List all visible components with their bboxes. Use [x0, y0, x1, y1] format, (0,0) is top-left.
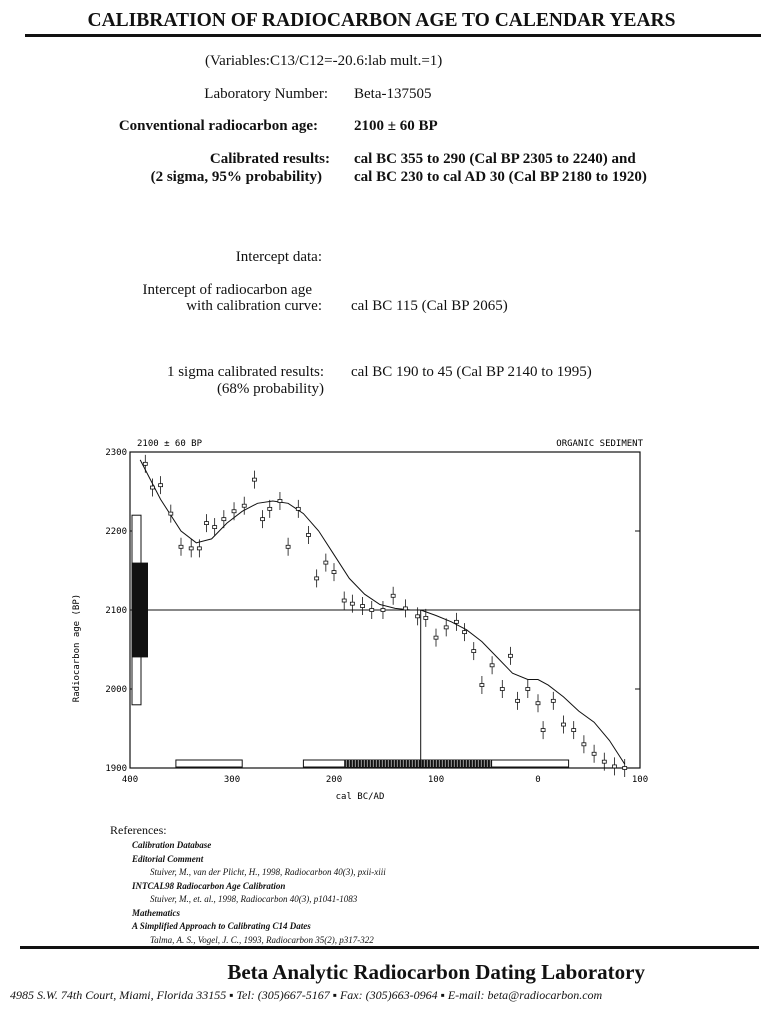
- plot-area: [105, 448, 648, 785]
- y-tick-label: 2100: [105, 606, 127, 616]
- data-point: [602, 760, 606, 763]
- data-point: [582, 743, 586, 746]
- data-point: [232, 510, 236, 513]
- lab-number-value: Beta-137505: [354, 86, 432, 102]
- x-tick-label: 200: [325, 775, 343, 785]
- conv-age-label: Conventional radiocarbon age:: [118, 118, 318, 134]
- data-point: [490, 664, 494, 667]
- data-point: [572, 729, 576, 732]
- y-axis-label: Radiocarbon age (BP): [72, 593, 82, 703]
- data-point: [508, 654, 512, 657]
- calibration-chart-svg: [70, 434, 660, 806]
- data-point: [179, 545, 183, 548]
- data-point: [516, 699, 520, 702]
- lab-name: Beta Analytic Radiocarbon Dating Laboratory: [227, 960, 645, 984]
- data-point: [361, 605, 365, 608]
- calibrated-value-1: cal BC 355 to 290 (Cal BP 2305 to 2240) and: [354, 151, 636, 167]
- references-list: [110, 838, 510, 948]
- data-point: [205, 522, 209, 525]
- data-point: [268, 507, 272, 510]
- data-point: [324, 561, 328, 564]
- reference-heading: INTCAL98 Radiocarbon Age Calibration: [132, 880, 286, 891]
- y-tick-label: 2000: [105, 685, 127, 695]
- data-point: [370, 609, 374, 612]
- calibrated-label-1: Calibrated results:: [209, 151, 330, 167]
- calibration-curve: [140, 460, 625, 764]
- intercept-label-2: with calibration curve:: [186, 298, 322, 314]
- data-point: [454, 620, 458, 623]
- sigma1-label-1: 1 sigma calibrated results:: [166, 364, 324, 380]
- data-point: [592, 752, 596, 755]
- data-point: [350, 602, 354, 605]
- x-tick-label: 100: [427, 775, 445, 785]
- data-point: [623, 767, 627, 770]
- data-point: [213, 526, 217, 529]
- x-tick-label: 100: [631, 775, 649, 785]
- data-point: [342, 599, 346, 602]
- bottom-rule: [20, 946, 759, 949]
- data-point: [391, 594, 395, 597]
- intercept-value: cal BC 115 (Cal BP 2065): [351, 298, 508, 314]
- data-point: [315, 577, 319, 580]
- x-tick-label: 400: [121, 775, 139, 785]
- reference-citation: Stuiver, M., et. al., 1998, Radiocarbon 40(3), p1041-1083: [150, 894, 358, 904]
- reference-heading: Editorial Comment: [132, 853, 204, 864]
- reference-citation: Talma, A. S., Vogel, J. C., 1993, Radiocarbon 35(2), p317-322: [150, 934, 374, 945]
- lab-address: 4985 S.W. 74th Court, Miami, Florida 33155 ▪ Tel: (305)667-5167 ▪ Fax: (305)663-0964 ▪ E-mail: beta@radiocarbon.com: [10, 988, 603, 1002]
- reference-heading: Mathematics: [132, 907, 181, 918]
- x-tick-label: 0: [535, 775, 541, 785]
- y-tick-label: 2300: [105, 448, 127, 458]
- chart-title-right: ORGANIC SEDIMENT: [556, 439, 643, 449]
- calibration-chart: [70, 434, 660, 811]
- data-point: [480, 684, 484, 687]
- data-point: [278, 499, 282, 502]
- data-point: [536, 702, 540, 705]
- data-point: [252, 478, 256, 481]
- data-point: [197, 547, 201, 550]
- data-point: [296, 507, 300, 510]
- y-tick-label: 2200: [105, 527, 127, 537]
- chart-title-left: 2100 ± 60 BP: [137, 439, 203, 449]
- sigma2-calendar-range: [176, 760, 242, 767]
- data-point: [286, 545, 290, 548]
- data-point: [261, 518, 265, 521]
- data-point: [189, 547, 193, 550]
- calibrated-value-2: cal BC 230 to cal AD 30 (Cal BP 2180 to 1920): [354, 169, 647, 185]
- data-point: [562, 723, 566, 726]
- reference-citation: Stuiver, M., van der Plicht, H., 1998, Radiocarbon 40(3), pxii-xiii: [150, 867, 386, 877]
- sigma1-label-2: (68% probability): [216, 381, 324, 397]
- data-point: [500, 688, 504, 691]
- data-point: [307, 533, 311, 536]
- references: [110, 823, 510, 948]
- sigma1-value: cal BC 190 to 45 (Cal BP 2140 to 1995): [351, 364, 592, 380]
- data-point: [551, 699, 555, 702]
- x-tick-label: 300: [223, 775, 241, 785]
- variables-line: (Variables:C13/C12=-20.6:lab mult.=1): [205, 53, 443, 69]
- data-point: [150, 486, 154, 489]
- y-tick-label: 1900: [105, 764, 127, 774]
- x-axis-label: cal BC/AD: [335, 792, 385, 802]
- data-point: [416, 615, 420, 618]
- data-point: [541, 729, 545, 732]
- data-point: [526, 688, 530, 691]
- intercept-data-label: Intercept data:: [235, 249, 322, 265]
- reference-heading: A Simplified Approach to Calibrating C14 Dates: [132, 921, 311, 931]
- data-point: [242, 504, 246, 507]
- calibrated-label-2: (2 sigma, 95% probability): [150, 169, 322, 185]
- lab-number-label: Laboratory Number:: [204, 86, 328, 102]
- top-rule: [25, 34, 761, 37]
- data-point: [403, 607, 407, 610]
- data-point: [169, 512, 173, 515]
- data-point: [143, 462, 147, 465]
- data-point: [332, 571, 336, 574]
- conv-age-value: 2100 ± 60 BP: [354, 118, 438, 134]
- data-point: [444, 626, 448, 629]
- data-point: [424, 616, 428, 619]
- page-title: CALIBRATION OF RADIOCARBON AGE TO CALENDAR YEARS: [87, 10, 676, 31]
- data-point: [434, 636, 438, 639]
- data-point: [222, 518, 226, 521]
- data-point: [463, 631, 467, 634]
- data-point: [613, 765, 617, 768]
- reference-heading: Calibration Database: [132, 840, 212, 850]
- data-point: [381, 609, 385, 612]
- references-heading: References:: [110, 823, 167, 837]
- data-point: [472, 650, 476, 653]
- intercept-label-1: Intercept of radiocarbon age: [142, 282, 312, 298]
- data-point: [159, 484, 163, 487]
